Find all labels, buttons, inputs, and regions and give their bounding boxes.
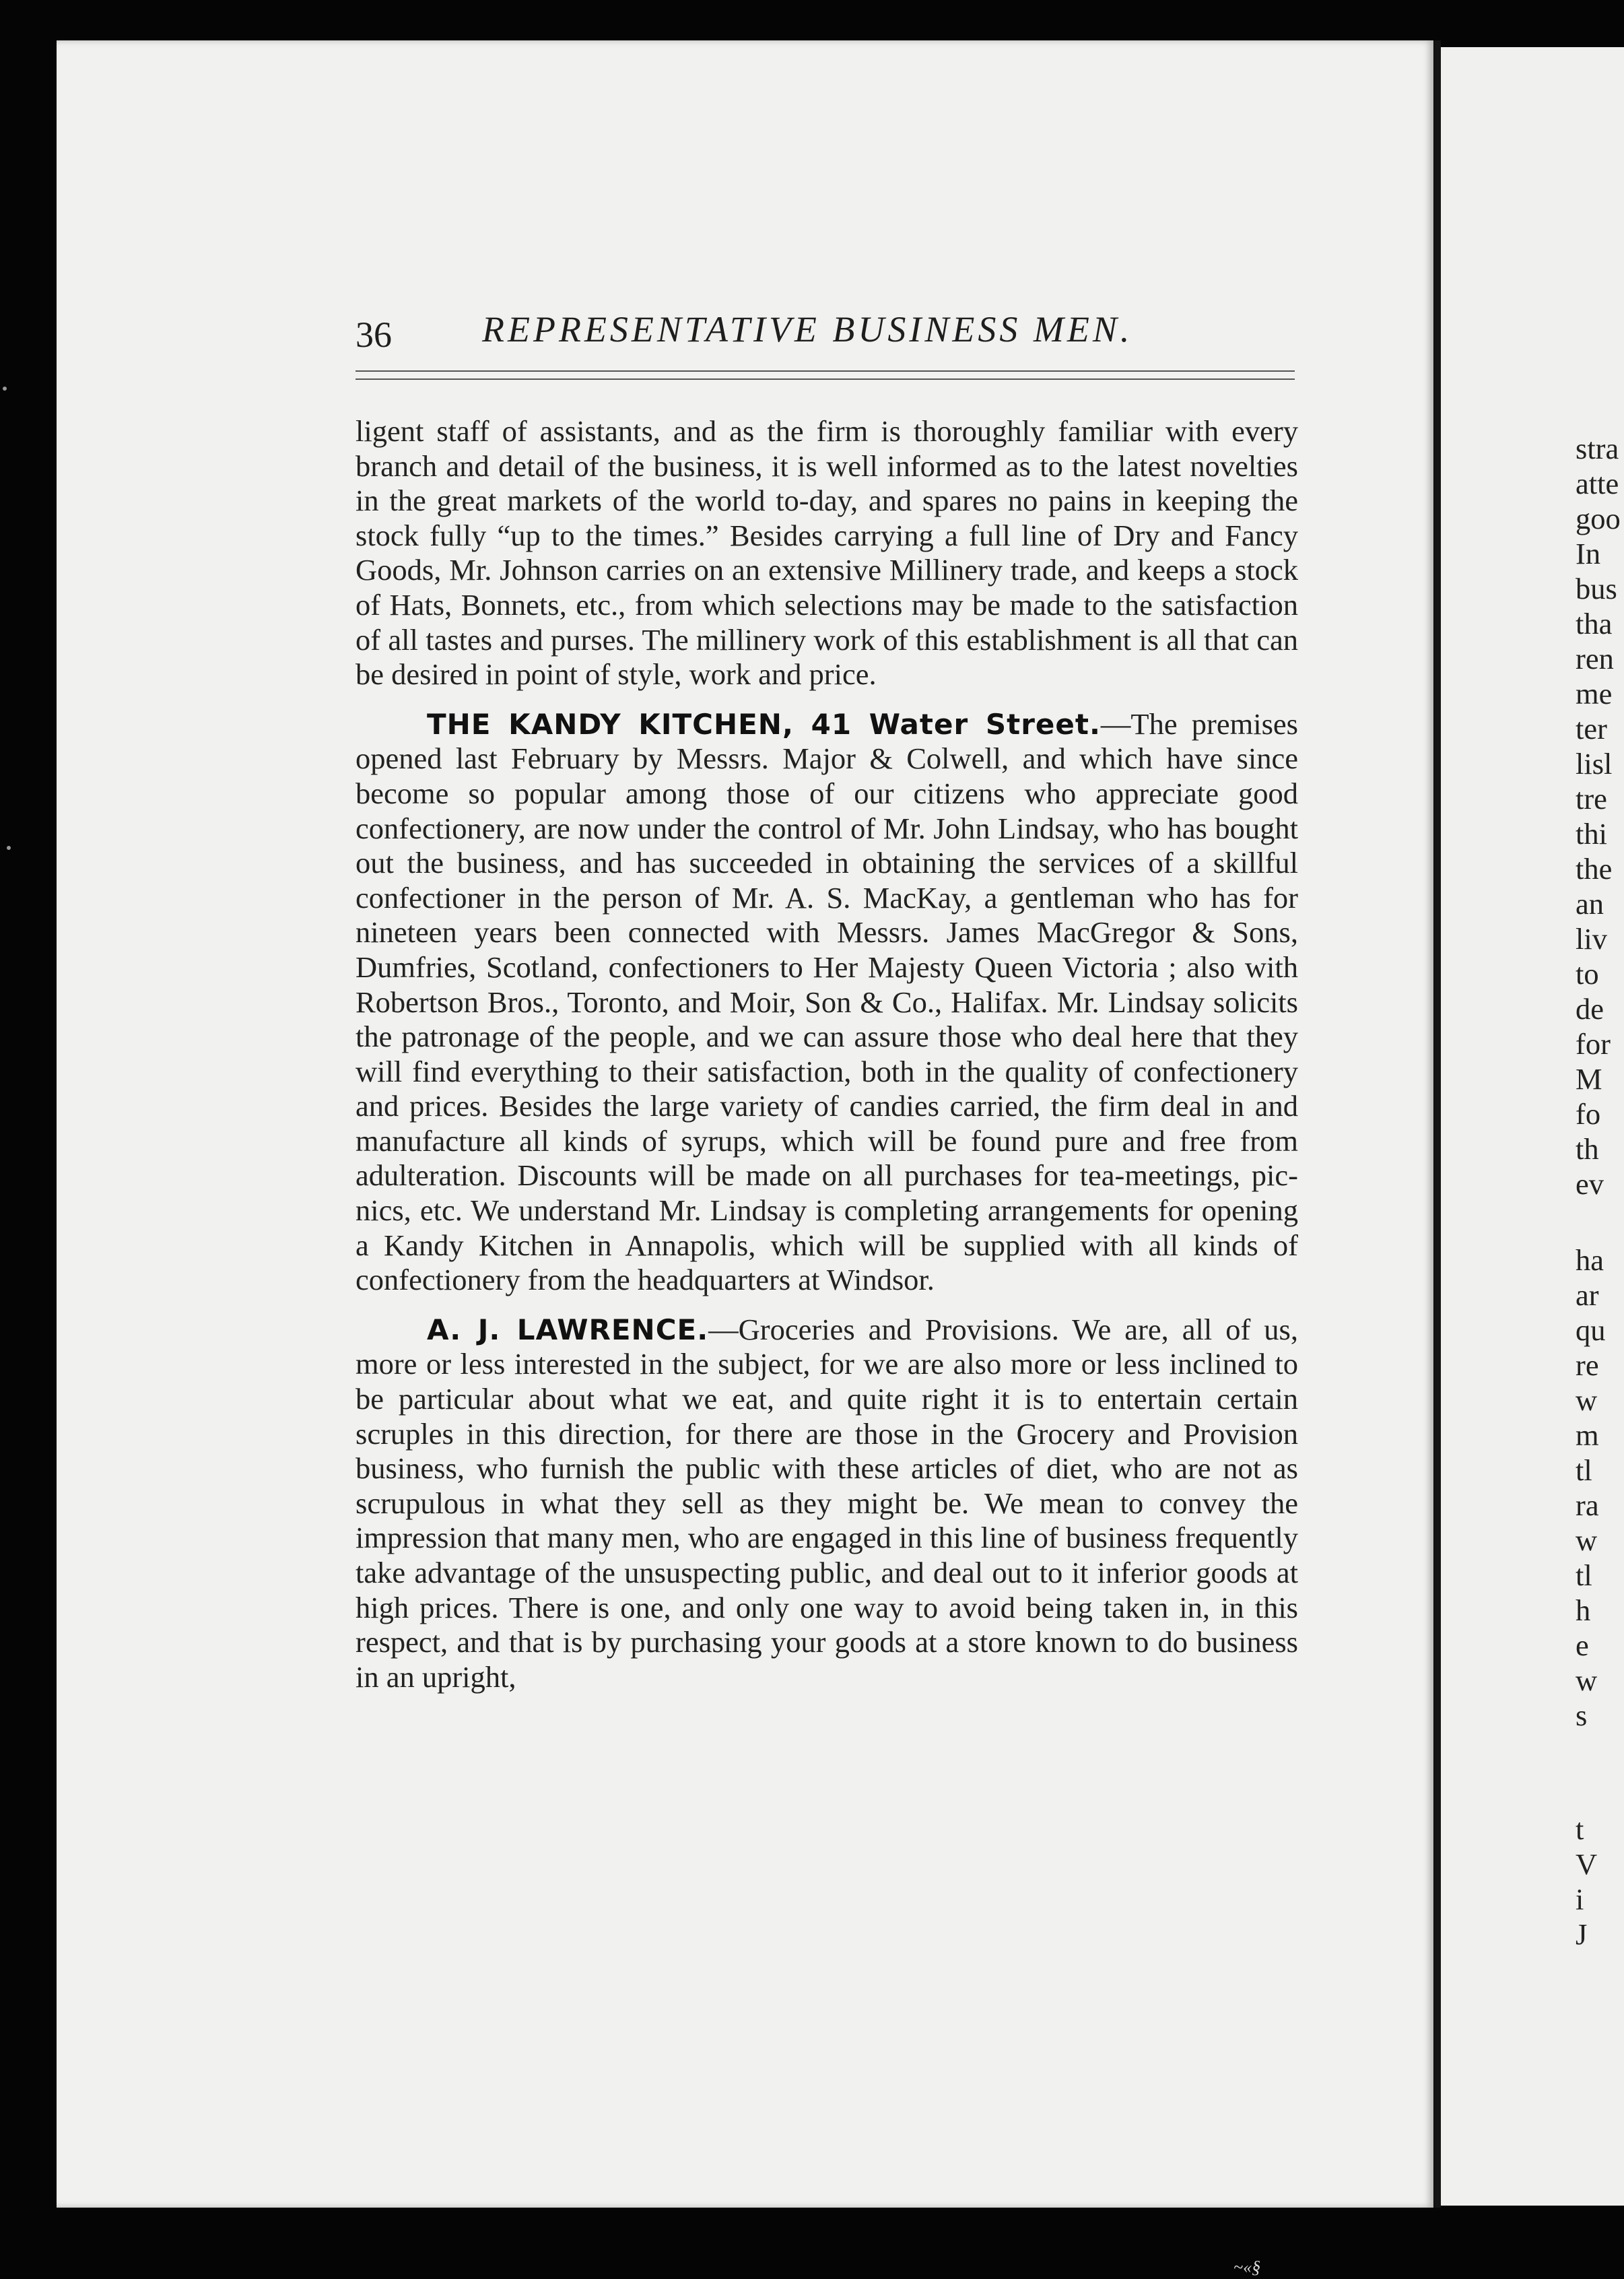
facing-page-fragment: m — [1576, 1418, 1599, 1452]
facing-page-fragment: liv — [1576, 922, 1607, 956]
running-header — [356, 304, 1298, 358]
facing-page-fragment: the — [1576, 852, 1613, 886]
facing-page-fragment: In — [1576, 537, 1601, 570]
facing-page-fragment: J — [1576, 1917, 1588, 1951]
entry-heading: A. J. LAWRENCE. — [427, 1313, 709, 1346]
paragraph-text: ligent staff of assistants, and as the firm is thoroughly familiar with every branch and detail of the business, it is well informed as to the latest novelties in the great markets of the world to-day, and spares no pains in keeping the stock fully “up to the times.” Besides carrying a full line of Dry and Fancy Goods, Mr. Johnson carries on an extensive Millinery trade, and keeps a stock of Hats, Bonnets, etc., from which selections may be made to the satisfaction of all tastes and purses. The millinery work of this establishment is all that can be desired in point of style, work and price. — [356, 414, 1298, 692]
facing-page-fragment: i — [1576, 1882, 1584, 1916]
facing-page-fragment: w — [1576, 1663, 1598, 1697]
facing-page-fragment: stra — [1576, 432, 1619, 465]
facing-page-fragment: t — [1576, 1812, 1584, 1846]
facing-page-fragment: thi — [1576, 817, 1607, 851]
facing-page-fragment: ter — [1576, 712, 1607, 746]
entry-text: —The premises opened last February by Messrs. Major & Colwell, and which have since become so popular among those of our citizens who appreciate good confectionery, are now under the control of Mr. John Lindsay, who has bought out the business, and has succeeded in obtaining the services of a skillful confectioner in the person of Mr. A. S. MacKay, a gentleman who has for nineteen years been connected with Messrs. James MacGregor & Sons, Dumfries, Scotland, confectioners to Her Majesty Queen Victoria ; also with Robertson Bros., Toronto, and Moir, Son & Co., Halifax. Mr. Lindsay solicits the patronage of the people, and we can assure those who deal here that they will find everything to their satisfaction, both in the quality of confectionery and prices. Besides the large variety of candies carried, the firm deal in and manufacture all kinds of syrups, which will be found pure and free from adulteration. Discounts will be made on all purchases for tea-meetings, pic-nics, etc. We understand Mr. Lindsay is completing arrangements for opening a Kandy Kitchen in Annapolis, which will be supplied with all kinds of confectionery from the headquarters at Windsor. — [356, 706, 1298, 1297]
facing-page-fragment: s — [1576, 1698, 1588, 1732]
header-rule — [356, 370, 1295, 372]
facing-page-fragment: h — [1576, 1593, 1591, 1627]
facing-page-fragment: de — [1576, 992, 1604, 1026]
facing-page-fragment: qu — [1576, 1313, 1606, 1347]
facing-page-fragment: V — [1576, 1847, 1598, 1881]
facing-page-fragment: tha — [1576, 607, 1613, 640]
facing-page-fragment: tre — [1576, 782, 1607, 816]
scan-mark: ~«§ — [1233, 2257, 1261, 2277]
scan-speck — [3, 387, 7, 391]
facing-page-fragment: e — [1576, 1628, 1589, 1662]
facing-page-fragment: th — [1576, 1132, 1599, 1166]
facing-page-fragment: ren — [1576, 642, 1614, 675]
paragraph — [356, 414, 1298, 692]
facing-page-fragment: to — [1576, 957, 1599, 991]
entry-text: —Groceries and Provisions. We are, all of us, more or less interested in the subject, for we are also more or less inclined to be particular about what we eat, and quite right it is to entertain certain scruples in this direction, for there are those in the Grocery and Provision business, who furnish the public with these articles of diet, who are not as scrupulous in what they sell as they might be. We mean to convey the impression that many men, who are engaged in this line of business frequently take advantage of the unsuspecting public, and deal out to it inferior goods at high prices. There is one, and only one way to avoid being taken in, in this respect, and that is by purchasing your goods at a store known to do business in an upright, — [356, 1312, 1298, 1694]
facing-page-fragment: an — [1576, 887, 1604, 921]
book-gutter — [1434, 40, 1441, 2208]
header-rule — [356, 378, 1295, 380]
entry-heading: THE KANDY KITCHEN, 41 Water Street. — [427, 707, 1101, 741]
facing-page-fragment: re — [1576, 1348, 1599, 1382]
running-title: REPRESENTATIVE BUSINESS MEN. — [482, 309, 1133, 350]
business-entry-lawrence — [356, 1313, 1298, 1695]
facing-page-fragment: lisl — [1576, 747, 1613, 781]
facing-page-fragment: atte — [1576, 467, 1619, 500]
facing-page-fragment: bus — [1576, 572, 1617, 605]
article-body — [356, 414, 1298, 1694]
facing-page-fragment: w — [1576, 1523, 1598, 1557]
facing-page-fragment: tl — [1576, 1558, 1592, 1592]
facing-page-fragment: M — [1576, 1062, 1602, 1096]
facing-page-fragment: w — [1576, 1383, 1598, 1417]
facing-page-fragment: for — [1576, 1027, 1611, 1061]
facing-page-fragment: ra — [1576, 1488, 1599, 1522]
facing-page-fragment: tl — [1576, 1453, 1592, 1487]
facing-page-fragment: me — [1576, 677, 1613, 711]
scan-speck — [7, 846, 11, 850]
page-number: 36 — [356, 315, 392, 355]
facing-page-fragment: ar — [1576, 1278, 1599, 1312]
facing-page-fragment: ha — [1576, 1243, 1604, 1277]
facing-page-fragment: goo — [1576, 502, 1621, 535]
facing-page-fragment: ev — [1576, 1167, 1604, 1201]
facing-page-fragment: fo — [1576, 1097, 1601, 1131]
business-entry-kandy-kitchen — [356, 707, 1298, 1298]
